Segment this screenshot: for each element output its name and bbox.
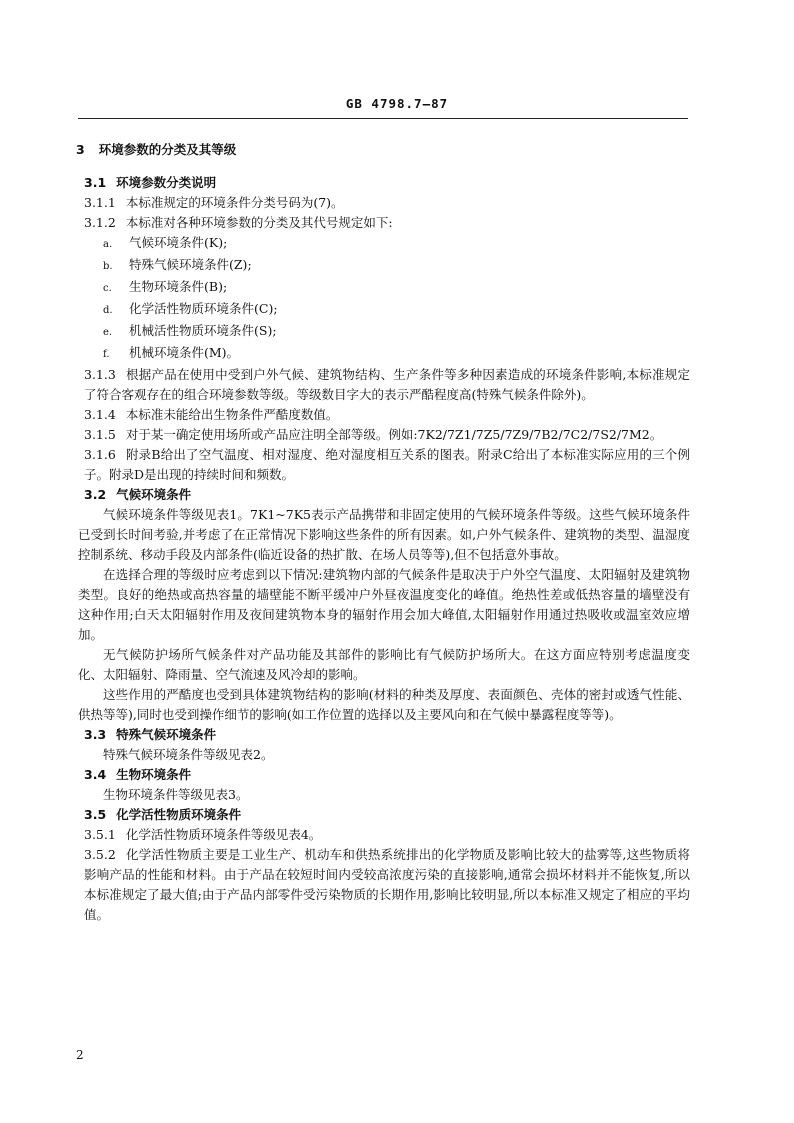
clause-number: 3.1.2 [84, 215, 116, 230]
list-label: f. [103, 349, 110, 360]
clause-3-1-5 [84, 425, 690, 445]
section-3-2-heading [84, 485, 690, 505]
clause-number: 3.1.6 [84, 447, 116, 462]
section-3-1-heading [84, 173, 690, 193]
section-3-4-heading [84, 765, 690, 785]
clause-text: 本标准对各种环境参数的分类及其代号规定如下: [125, 215, 393, 230]
list-text: 气候环境条件(K); [129, 235, 228, 250]
clause-number: 3.1.4 [84, 407, 116, 422]
clause-text: 对于某一确定使用场所或产品应注明全部等级。例如:7K2/7Z1/7Z5/7Z9/7B2/7C2/7S2/7M2。 [125, 427, 663, 442]
list-label: b. [103, 261, 113, 272]
section-title: 环境参数的分类及其等级 [98, 142, 237, 157]
paragraph: 生物环境条件等级见表3。 [103, 787, 249, 802]
clause-text: 根据产品在使用中受到户外气候、建筑物结构、生产条件等多种因素造成的环境条件影响,本标准规定了符合客观存在的组合环境参数等级。等级数目字大的表示严酷程度高(特殊气候条件除外)。 [84, 367, 690, 402]
page-number: 2 [76, 1048, 84, 1062]
section-number: 3.1 [84, 175, 107, 190]
section-title: 环境参数分类说明 [116, 175, 217, 190]
section-3-5-heading [84, 805, 690, 825]
list-item [103, 255, 690, 277]
clause-3-5-2 [84, 845, 690, 925]
paragraph: 特殊气候环境条件等级见表2。 [103, 747, 274, 762]
header-rule [78, 118, 688, 119]
clause-3-5-1 [84, 825, 690, 845]
clause-number: 3.5.1 [84, 827, 116, 842]
list-item [103, 343, 690, 365]
classification-list [103, 233, 690, 365]
list-item [103, 299, 690, 321]
clause-text: 本标准未能给出生物条件严酷度数值。 [125, 407, 339, 422]
list-text: 机械活性物质环境条件(S); [129, 323, 277, 338]
list-text: 机械环境条件(M)。 [129, 345, 240, 360]
list-text: 特殊气候环境条件(Z); [129, 257, 252, 272]
clause-text: 化学活性物质环境条件等级见表4。 [125, 827, 322, 842]
list-text: 化学活性物质环境条件(C); [129, 301, 278, 316]
section-number: 3 [76, 142, 85, 157]
section-number: 3.3 [84, 727, 107, 742]
clause-3-1-2 [84, 213, 690, 233]
paragraph: 无气候防护场所气候条件对产品功能及其部件的影响比有气候防护场所大。在这方面应特别考虑温度变化、太阳辐射、降雨量、空气流速及风冷却的影响。 [78, 647, 690, 682]
section-number: 3.5 [84, 807, 107, 822]
section-3-heading [76, 140, 690, 160]
clause-3-1-6 [84, 445, 690, 485]
clause-number: 3.1.1 [84, 195, 116, 210]
list-label: d. [103, 305, 113, 316]
clause-number: 3.1.5 [84, 427, 116, 442]
paragraph: 气候环境条件等级见表1。7K1~7K5表示产品携带和非固定使用的气候环境条件等级。这些气候环境条件已受到长时间考验,并考虑了在正常情况下影响这些条件的所有因素。如,户外气候条件、建筑物的类型、温湿度控制系统、移动手段及内部条件(临近设备的热扩散、在场人员等等),但不包括意外事故。 [78, 507, 690, 562]
section-number: 3.2 [84, 487, 107, 502]
clause-text: 本标准规定的环境条件分类号码为(7)。 [125, 195, 344, 210]
clause-3-1-3 [84, 365, 690, 405]
document-header: GB 4798.7—87 [345, 96, 449, 111]
paragraph: 这些作用的严酷度也受到具体建筑物结构的影响(材料的种类及厚度、表面颜色、壳体的密封或透气性能、供热等等),同时也受到操作细节的影响(如工作位置的选择以及主要风向和在气候中暴露程度等等)。 [78, 687, 690, 722]
section-title: 气候环境条件 [116, 487, 192, 502]
list-item [103, 233, 690, 255]
clause-text: 化学活性物质主要是工业生产、机动车和供热系统排出的化学物质及影响比较大的盐雾等,这些物质将影响产品的性能和材料。由于产品在较短时间内受较高浓度污染的直接影响,通常会损坏材料并不能恢复,所以本标准规定了最大值;由于产品内部零件受污染物质的长期作用,影响比较明显,所以本标准又规定了相应的平均值。 [84, 847, 690, 922]
section-title: 特殊气候环境条件 [116, 727, 217, 742]
paragraph: 在选择合理的等级时应考虑到以下情况:建筑物内部的气候条件是取决于户外空气温度、太阳辐射及建筑物类型。良好的绝热或高热容量的墙壁能不断平缓冲户外昼夜温度变化的峰值。绝热性差或低热容量的墙壁没有这种作用;白天太阳辐射作用及夜间建筑物本身的辐射作用会加大峰值,太阳辐射作用通过热吸收或温室效应增加。 [78, 567, 690, 642]
section-title: 生物环境条件 [116, 767, 192, 782]
clause-text: 附录B给出了空气温度、相对湿度、绝对湿度相互关系的图表。附录C给出了本标准实际应用的三个例子。附录D是出现的持续时间和频数。 [84, 447, 690, 482]
list-label: a. [103, 239, 113, 250]
section-number: 3.4 [84, 767, 107, 782]
clause-number: 3.1.3 [84, 367, 116, 382]
list-item [103, 277, 690, 299]
section-3-3-heading [84, 725, 690, 745]
clause-number: 3.5.2 [84, 847, 116, 862]
clause-3-1-1 [84, 193, 690, 213]
clause-3-1-4 [84, 405, 690, 425]
list-item [103, 321, 690, 343]
list-label: c. [103, 283, 112, 294]
section-title: 化学活性物质环境条件 [116, 807, 242, 822]
list-label: e. [103, 327, 113, 338]
list-text: 生物环境条件(B); [129, 279, 228, 294]
document-body [78, 140, 690, 925]
